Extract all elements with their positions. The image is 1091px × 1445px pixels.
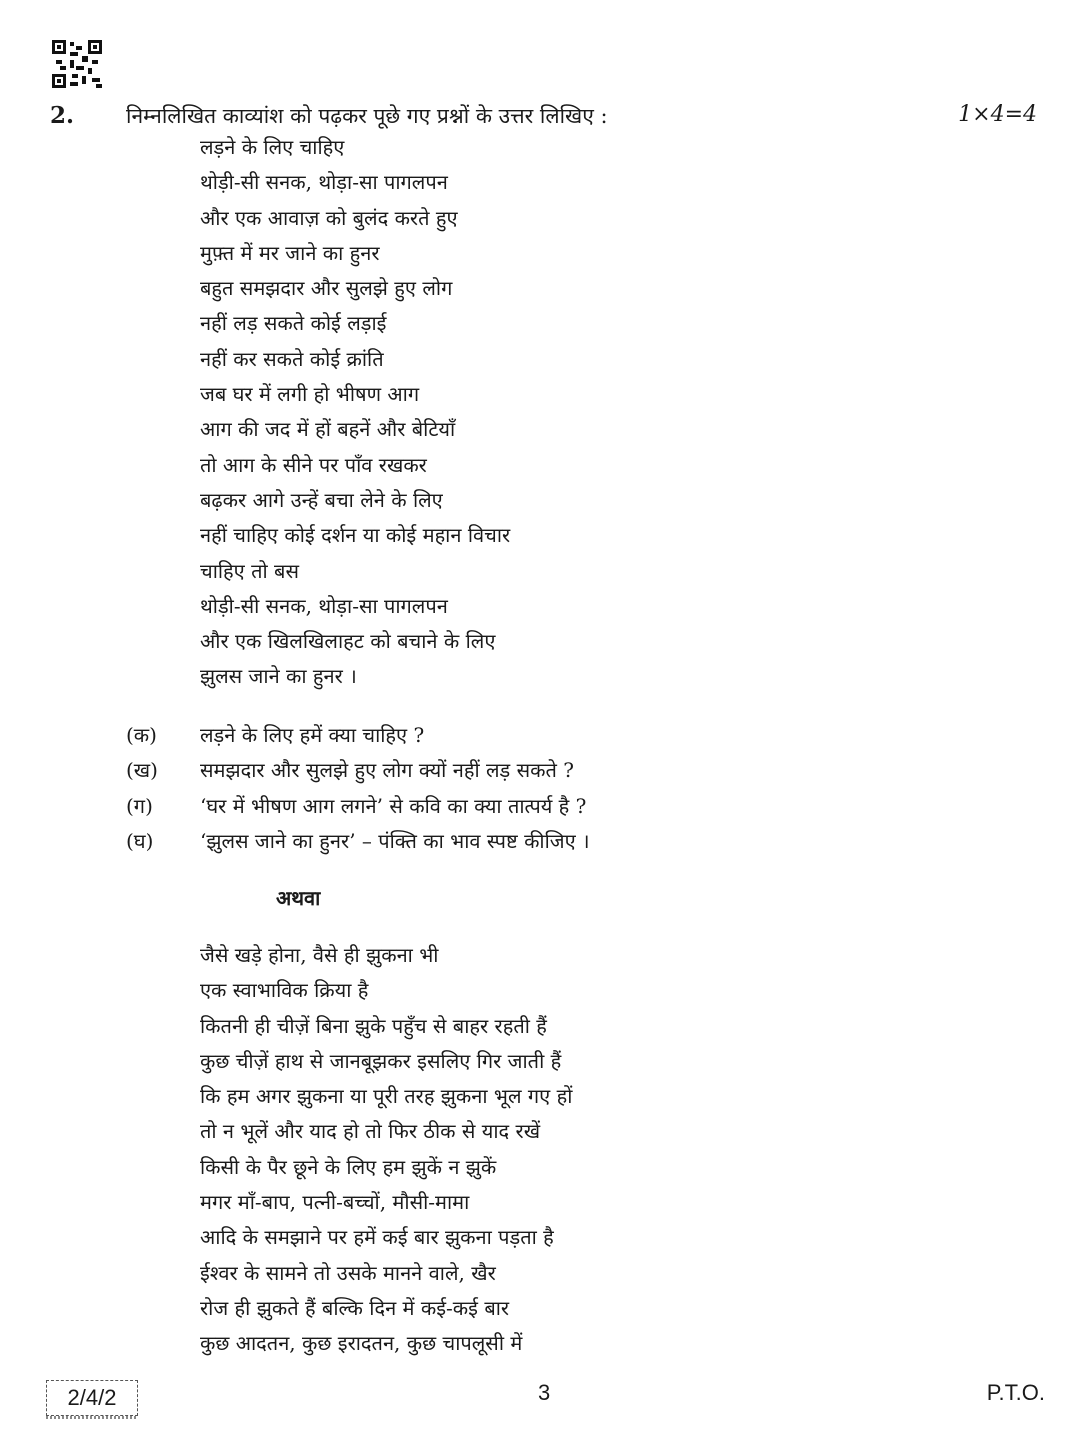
sub-question-label: (घ) <box>126 828 154 853</box>
poem-line: जैसे खड़े होना, वैसे ही झुकना भी <box>200 943 439 967</box>
poem-line: एक स्वाभाविक क्रिया है <box>200 978 369 1003</box>
sub-question-label: (ग) <box>126 793 153 818</box>
sub-question-text: ‘झुलस जाने का हुनर’ – पंक्ति का भाव स्पष्ट कीजिए । <box>200 828 590 853</box>
poem-line: झुलस जाने का हुनर । <box>200 664 357 689</box>
page-number: 3 <box>538 1380 551 1405</box>
poem-line: बढ़कर आगे उन्हें बचा लेने के लिए <box>200 487 443 512</box>
question-instruction: निम्नलिखित काव्यांश को पढ़कर पूछे गए प्रश्नों के उत्तर लिखिए : <box>126 104 608 128</box>
sub-question-label: (ख) <box>126 758 158 783</box>
poem-line: और एक आवाज़ को बुलंद करते हुए <box>200 205 458 230</box>
poem-line: नहीं लड़ सकते कोई लड़ाई <box>200 311 387 336</box>
poem-line: कुछ चीज़ें हाथ से जानबूझकर इसलिए गिर जाती हैं <box>200 1048 562 1073</box>
poem-line: कुछ आदतन, कुछ इरादतन, कुछ चापलूसी में <box>200 1331 523 1356</box>
or-separator: अथवा <box>276 886 321 910</box>
poem-line: और एक खिलखिलाहट को बचाने के लिए <box>200 629 496 654</box>
poem-line: आदि के समझाने पर हमें कई बार झुकना पड़ता है <box>200 1225 554 1250</box>
sub-questions <box>126 718 590 859</box>
poem-line: नहीं कर सकते कोई क्रांति <box>200 346 384 371</box>
poem-line: किसी के पैर छूने के लिए हम झुकें न झुकें <box>200 1154 497 1179</box>
poem-line: चाहिए तो बस <box>200 558 299 583</box>
poem-line: ईश्वर के सामने तो उसके मानने वाले, खैर <box>200 1260 496 1285</box>
poem-line: मुफ़्त में मर जाने का हुनर <box>200 240 380 265</box>
sub-question <box>126 789 590 824</box>
barcode-strip <box>46 1416 138 1419</box>
poem-line: रोज ही झुकते हैं बल्कि दिन में कई-कई बार <box>200 1295 510 1320</box>
poem-line: लड़ने के लिए चाहिए <box>200 135 345 159</box>
sub-question-text: लड़ने के लिए हमें क्या चाहिए ? <box>200 723 425 747</box>
poem-line: बहुत समझदार और सुलझे हुए लोग <box>200 276 453 301</box>
sub-question-text: ‘घर में भीषण आग लगने’ से कवि का क्या तात्पर्य है ? <box>200 793 587 818</box>
poem-line: नहीं चाहिए कोई दर्शन या कोई महान विचार <box>200 523 511 548</box>
sub-question-label: (क) <box>126 723 157 747</box>
paper-code: 2/4/2 <box>46 1380 138 1416</box>
sub-question <box>126 824 590 859</box>
poem-line: कितनी ही चीज़ें बिना झुके पहुँच से बाहर रहती हैं <box>200 1013 547 1038</box>
sub-question <box>126 753 590 788</box>
sub-question <box>126 718 590 753</box>
marks: 1×4=4 <box>958 102 1037 127</box>
poem-line: जब घर में लगी हो भीषण आग <box>200 382 420 407</box>
poem-line: थोड़ी-सी सनक, थोड़ा-सा पागलपन <box>200 593 448 618</box>
alternate-poem-passage <box>200 938 572 1362</box>
poem-line: आग की जद में हों बहनें और बेटियाँ <box>200 417 456 442</box>
poem-line: तो न भूलें और याद हो तो फिर ठीक से याद रखें <box>200 1119 541 1144</box>
poem-passage <box>200 130 510 695</box>
poem-line: थोड़ी-सी सनक, थोड़ा-सा पागलपन <box>200 170 448 195</box>
poem-line: तो आग के सीने पर पाँव रखकर <box>200 452 427 477</box>
question-number: 2. <box>50 102 75 129</box>
qr-code-icon <box>52 40 102 88</box>
poem-line: कि हम अगर झुकना या पूरी तरह झुकना भूल गए हों <box>200 1084 573 1109</box>
poem-line: मगर माँ-बाप, पत्नी-बच्चों, मौसी-मामा <box>200 1190 470 1215</box>
sub-question-text: समझदार और सुलझे हुए लोग क्यों नहीं लड़ सकते ? <box>200 758 574 783</box>
pto-label: P.T.O. <box>986 1380 1045 1405</box>
